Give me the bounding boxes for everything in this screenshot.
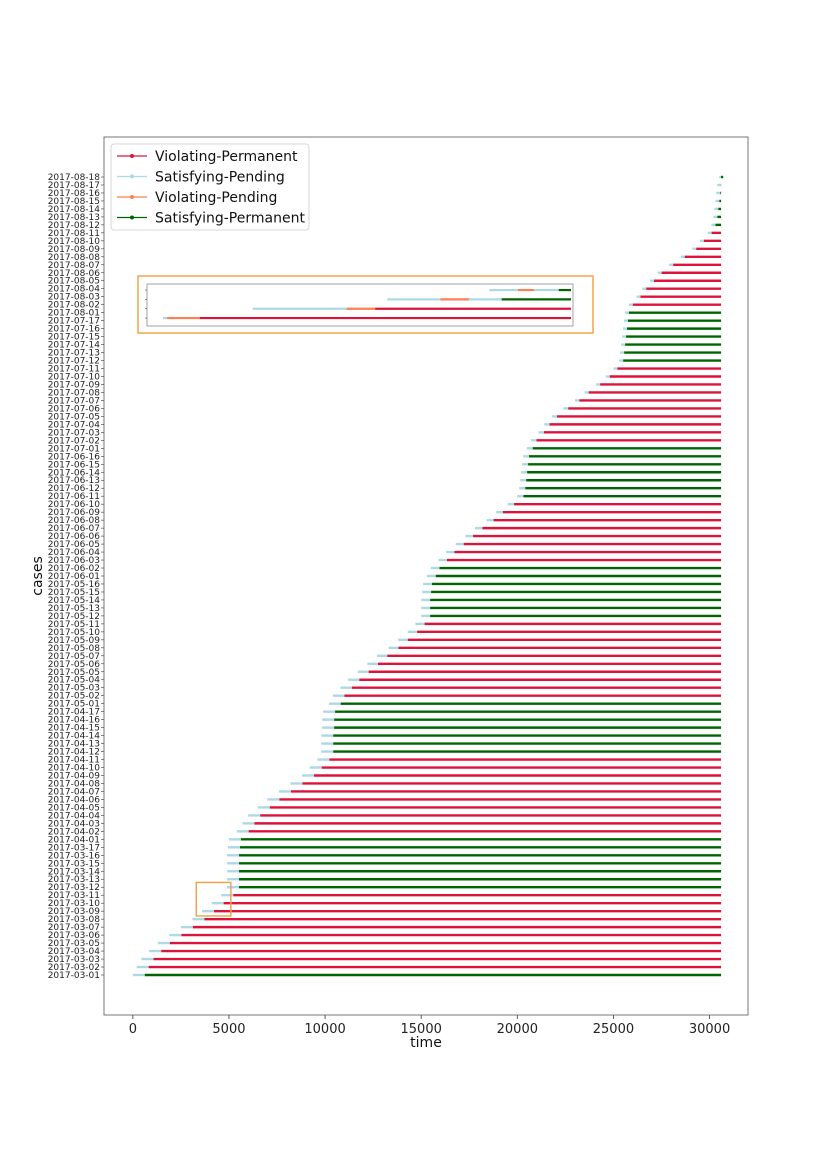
inset-zoom-panel	[138, 276, 593, 333]
y-tick-label: 2017-08-16	[47, 188, 100, 199]
y-tick-label: 2017-03-04	[47, 947, 100, 958]
y-tick-label: 2017-08-13	[47, 212, 100, 223]
y-tick-label: 2017-06-13	[47, 476, 100, 487]
legend-label: Satisfying-Pending	[155, 169, 285, 186]
y-tick-label: 2017-07-12	[47, 356, 100, 367]
y-tick-label: 2017-03-10	[47, 899, 100, 910]
y-tick-label: 2017-03-08	[47, 915, 100, 926]
y-tick-label: 2017-04-01	[47, 835, 100, 846]
y-tick-label: 2017-03-07	[47, 923, 100, 934]
y-tick-label: 2017-07-09	[47, 380, 100, 391]
y-tick-label: 2017-04-13	[47, 739, 100, 750]
y-tick-label: 2017-03-14	[47, 867, 100, 878]
y-tick-label: 2017-05-15	[47, 587, 100, 598]
y-tick-label: 2017-03-09	[47, 907, 100, 918]
y-tick-label: 2017-03-11	[47, 891, 100, 902]
y-tick-label: 2017-03-13	[47, 875, 100, 886]
y-tick-label: 2017-06-02	[47, 564, 100, 575]
y-tick-label: 2017-08-09	[47, 244, 100, 255]
y-tick-label: 2017-08-17	[47, 180, 100, 191]
y-tick-label: 2017-07-10	[47, 372, 100, 383]
y-tick-label: 2017-05-07	[47, 651, 100, 662]
y-tick-label: 2017-08-14	[47, 204, 100, 215]
y-tick-label: 2017-06-05	[47, 540, 100, 551]
y-tick-label: 2017-04-04	[47, 811, 100, 822]
y-tick-label: 2017-07-15	[47, 332, 100, 343]
x-tick-label: 5000	[212, 1022, 246, 1037]
y-tick-label: 2017-05-13	[47, 603, 100, 614]
legend-marker	[130, 216, 134, 220]
x-axis-label: time	[410, 1035, 442, 1051]
y-tick-label: 2017-03-03	[47, 955, 100, 966]
y-tick-label: 2017-08-15	[47, 196, 100, 207]
y-tick-label: 2017-05-16	[47, 579, 100, 590]
y-tick-label: 2017-06-15	[47, 460, 100, 471]
y-tick-label: 2017-04-10	[47, 763, 100, 774]
x-tick-label: 10000	[304, 1022, 346, 1037]
x-tick-label: 20000	[496, 1022, 538, 1037]
y-tick-label: 2017-04-17	[47, 707, 100, 718]
y-tick-label: 2017-07-03	[47, 428, 100, 439]
y-tick-label: 2017-08-05	[47, 276, 100, 287]
y-tick-label: 2017-04-09	[47, 771, 100, 782]
y-tick-label: 2017-07-06	[47, 404, 100, 415]
y-tick-label: 2017-06-08	[47, 516, 100, 527]
y-tick-label: 2017-03-12	[47, 883, 100, 894]
y-tick-label: 2017-05-05	[47, 667, 100, 678]
y-tick-label: 2017-08-10	[47, 236, 100, 247]
y-tick-label: 2017-03-16	[47, 851, 100, 862]
y-tick-label: 2017-08-01	[47, 308, 100, 319]
x-tick-label: 30000	[688, 1022, 731, 1037]
legend-label: Violating-Permanent	[155, 149, 298, 165]
y-tick-label: 2017-04-11	[47, 755, 100, 766]
legend-marker	[130, 195, 134, 199]
y-tick-label: 2017-05-10	[47, 627, 100, 638]
inset-border	[138, 276, 593, 333]
y-tick-label: 2017-08-02	[47, 300, 100, 311]
legend-label: Violating-Pending	[155, 190, 278, 206]
y-tick-label: 2017-05-01	[47, 699, 100, 710]
y-tick-label: 2017-07-08	[47, 388, 100, 399]
legend-label: Satisfying-Permanent	[155, 210, 305, 227]
y-tick-label: 2017-06-16	[47, 452, 100, 463]
y-tick-label: 2017-03-17	[47, 843, 100, 854]
x-tick-label: 0	[128, 1022, 137, 1037]
y-tick-label: 2017-04-08	[47, 779, 100, 790]
y-tick-label: 2017-05-11	[47, 619, 100, 630]
legend	[111, 144, 309, 230]
y-tick-label: 2017-05-14	[47, 595, 100, 606]
y-tick-label: 2017-07-02	[47, 436, 100, 447]
y-tick-label: 2017-08-12	[47, 220, 100, 231]
y-axis-ticks	[48, 173, 104, 981]
y-tick-label: 2017-03-02	[47, 963, 100, 974]
y-tick-label: 2017-03-01	[47, 971, 100, 981]
y-tick-label: 2017-06-04	[47, 548, 100, 559]
y-tick-label: 2017-03-15	[47, 859, 100, 870]
y-tick-label: 2017-07-16	[47, 324, 100, 335]
x-tick-label: 25000	[592, 1022, 635, 1037]
y-tick-label: 2017-08-18	[47, 173, 100, 183]
y-tick-label: 2017-04-07	[47, 787, 100, 798]
y-tick-label: 2017-05-02	[47, 691, 100, 702]
y-tick-label: 2017-06-06	[47, 532, 100, 543]
y-tick-label: 2017-06-09	[47, 508, 100, 519]
y-tick-label: 2017-06-10	[47, 500, 100, 511]
y-tick-label: 2017-08-07	[47, 260, 100, 271]
y-tick-label: 2017-08-03	[47, 292, 100, 303]
y-tick-label: 2017-07-07	[47, 396, 100, 407]
y-axis-label: cases	[30, 556, 46, 596]
y-tick-label: 2017-07-04	[47, 420, 100, 431]
y-tick-label: 2017-04-16	[47, 715, 100, 726]
y-tick-label: 2017-04-06	[47, 795, 100, 806]
y-tick-label: 2017-05-12	[47, 611, 100, 622]
y-tick-label: 2017-06-14	[47, 468, 100, 479]
y-tick-label: 2017-03-05	[47, 939, 100, 950]
x-tick-label: 15000	[400, 1022, 442, 1037]
y-tick-label: 2017-06-07	[47, 524, 100, 535]
y-tick-label: 2017-08-11	[47, 228, 100, 239]
y-tick-label: 2017-07-13	[47, 348, 100, 359]
y-tick-label: 2017-07-01	[47, 444, 100, 455]
legend-marker	[130, 154, 134, 158]
y-tick-label: 2017-04-14	[47, 731, 100, 742]
y-tick-label: 2017-05-08	[47, 643, 100, 654]
y-tick-label: 2017-08-06	[47, 268, 100, 279]
y-tick-label: 2017-04-02	[47, 827, 100, 838]
y-tick-label: 2017-05-03	[47, 683, 100, 694]
y-tick-label: 2017-06-11	[47, 492, 100, 503]
y-tick-label: 2017-08-04	[47, 284, 100, 295]
y-tick-label: 2017-05-06	[47, 659, 100, 670]
y-tick-label: 2017-06-03	[47, 556, 100, 567]
y-tick-label: 2017-07-11	[47, 364, 100, 375]
y-tick-label: 2017-04-12	[47, 747, 100, 758]
y-tick-label: 2017-07-17	[47, 316, 100, 327]
y-tick-label: 2017-06-01	[47, 572, 100, 582]
y-tick-label: 2017-03-06	[47, 931, 100, 942]
y-tick-label: 2017-08-08	[47, 252, 100, 263]
y-tick-label: 2017-04-05	[47, 803, 100, 814]
y-tick-label: 2017-07-05	[47, 412, 100, 423]
y-tick-label: 2017-07-14	[47, 340, 100, 351]
y-tick-label: 2017-05-09	[47, 635, 100, 646]
y-tick-label: 2017-06-12	[47, 484, 100, 495]
legend-marker	[130, 175, 134, 179]
y-tick-label: 2017-04-15	[47, 723, 100, 734]
y-tick-label: 2017-04-03	[47, 819, 100, 830]
y-tick-label: 2017-05-04	[47, 675, 100, 686]
